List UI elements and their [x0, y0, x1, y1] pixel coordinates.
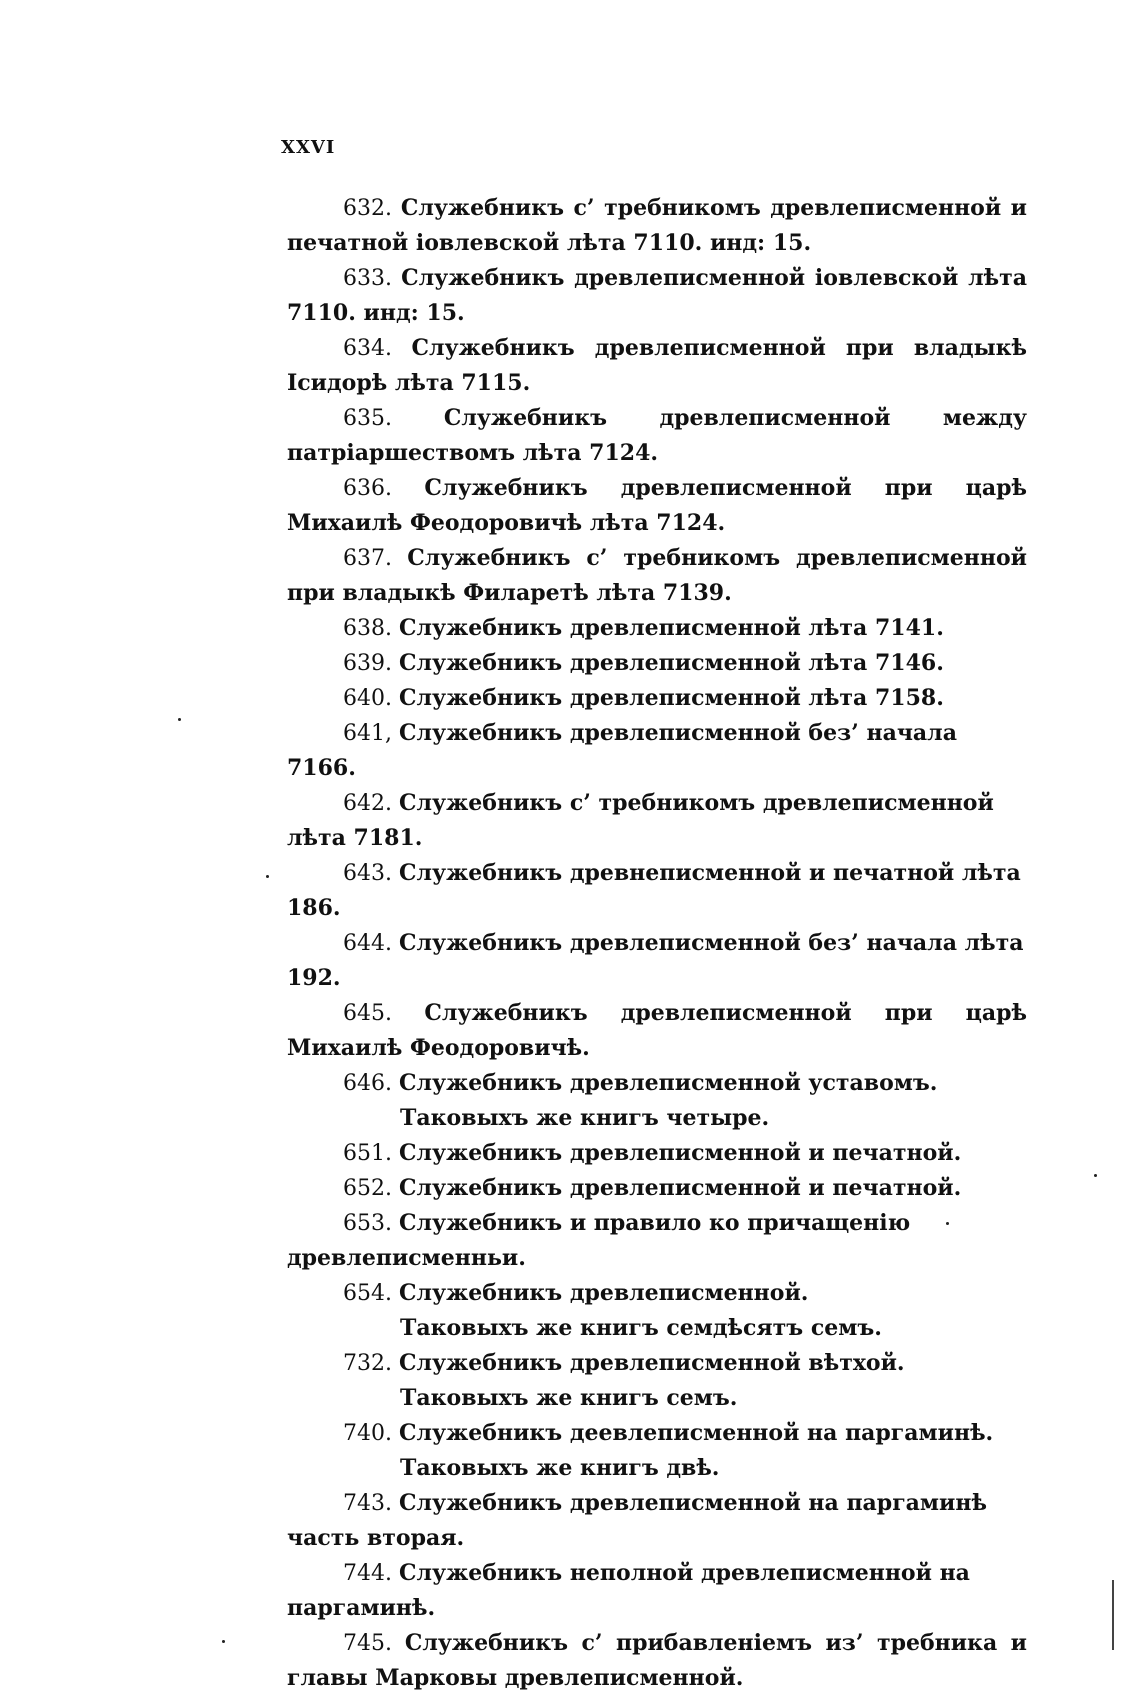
entry-text: Служебникъ древлеписменной при царѣ Михаилѣ Феодоровичѣ. — [287, 1000, 1027, 1061]
entry-number: 652. — [343, 1176, 392, 1201]
quantity-note-text: Таковыхъ же книгъ четыре. — [400, 1105, 770, 1131]
scan-speck — [266, 875, 269, 878]
catalog-entry — [287, 611, 1027, 646]
quantity-note-text: Таковыхъ же книгъ семъ. — [400, 1385, 738, 1411]
catalog-entry — [287, 1066, 1027, 1101]
entry-number: 639. — [343, 651, 392, 676]
catalog-entry — [287, 716, 1027, 786]
entry-text: Служебникъ с’ требникомъ древлеписменной и печатной іовлевской лѣта 7110. инд: 15. — [287, 195, 1027, 256]
catalog-entry — [287, 786, 1027, 856]
entry-text: Служебникъ с’ требникомъ древлеписменной при владыкѣ Филаретѣ лѣта 7139. — [287, 545, 1027, 606]
entry-number: 732. — [343, 1351, 392, 1376]
entry-text: Служебникъ древлеписменной без’ начала лѣта 192. — [287, 930, 1024, 991]
entry-text: Служебникъ древлеписменной. — [398, 1280, 809, 1306]
catalog-entry — [287, 1136, 1027, 1171]
entry-text: Служебникъ древлеписменной на паргаминѣ часть вторая. — [287, 1490, 987, 1551]
catalog-entry — [287, 1276, 1027, 1311]
entry-number: 632. — [343, 196, 392, 221]
entry-text: Служебникъ древлеписменной уставомъ. — [398, 1070, 938, 1096]
catalog-entry — [287, 1626, 1027, 1696]
entry-number: 651. — [343, 1141, 392, 1166]
catalog-entry — [287, 401, 1027, 471]
entry-text: Служебникъ с’ требникомъ древлеписменной лѣта 7181. — [287, 790, 994, 851]
entry-text: Служебникъ деевлеписменной на паргаминѣ. — [398, 1420, 994, 1446]
entry-text: Служебникъ древлеписменной лѣта 7141. — [398, 615, 944, 641]
catalog-entry — [287, 1556, 1027, 1626]
entry-number: 645. — [343, 1001, 392, 1026]
catalog-entry — [287, 1486, 1027, 1556]
entry-text: Служебникъ древлеписменной без’ начала 7166. — [287, 720, 957, 781]
catalog-entry — [287, 191, 1027, 261]
catalog-entry — [287, 471, 1027, 541]
entry-text: Служебникъ древлеписменной между патріаршествомъ лѣта 7124. — [287, 405, 1027, 466]
entry-text: Служебникъ древлеписменной лѣта 7146. — [398, 650, 944, 676]
entry-text: Служебникъ древнеписменной и печатной лѣта 186. — [287, 860, 1021, 921]
quantity-note — [287, 1381, 1027, 1416]
entry-number: 635. — [343, 406, 392, 431]
scan-speck — [1094, 1174, 1097, 1177]
entry-number: 644. — [343, 931, 392, 956]
catalog-entry — [287, 646, 1027, 681]
entry-number: 745. — [343, 1631, 392, 1656]
scan-speck — [946, 1222, 949, 1225]
scan-speck — [222, 1640, 225, 1643]
entry-text: Служебникъ и правило ко причащенію древлеписменньи. — [287, 1210, 911, 1271]
catalog-entry — [287, 681, 1027, 716]
entry-number: 744. — [343, 1561, 392, 1586]
entry-number: 646. — [343, 1071, 392, 1096]
catalog-entry — [287, 331, 1027, 401]
scan-edge-line — [1112, 1580, 1114, 1650]
quantity-note — [287, 1451, 1027, 1486]
catalog-entry — [287, 1416, 1027, 1451]
catalog-entry — [287, 856, 1027, 926]
entry-number: 653. — [343, 1211, 392, 1236]
quantity-note — [287, 1311, 1027, 1346]
entry-number: 633. — [343, 266, 392, 291]
quantity-note-text: Таковыхъ же книгъ двѣ. — [400, 1455, 720, 1481]
entry-text: Служебникъ древлеписменной и печатной. — [398, 1175, 962, 1201]
page-number: XXVI — [281, 137, 336, 158]
entry-number: 740. — [343, 1421, 392, 1446]
catalog-entry — [287, 1206, 1027, 1276]
entry-number: 634. — [343, 336, 392, 361]
entry-text: Служебникъ неполной древлеписменной на паргаминѣ. — [287, 1560, 970, 1621]
entry-number: 743. — [343, 1491, 392, 1516]
entry-number: 636. — [343, 476, 392, 501]
catalog-entry-list — [287, 191, 1027, 1696]
entry-text: Служебникъ древлеписменной при царѣ Михаилѣ Феодоровичѣ лѣта 7124. — [287, 475, 1027, 536]
catalog-entry — [287, 261, 1027, 331]
entry-text: Служебникъ древлеписменной вѣтхой. — [398, 1350, 905, 1376]
entry-text: Служебникъ древлеписменной при владыкѣ Ісидорѣ лѣта 7115. — [287, 335, 1027, 396]
entry-number: 637. — [343, 546, 392, 571]
catalog-entry — [287, 541, 1027, 611]
catalog-entry — [287, 926, 1027, 996]
entry-number: 641, — [343, 721, 392, 746]
entry-number: 640. — [343, 686, 392, 711]
entry-text: Служебникъ древлеписменной іовлевской лѣта 7110. инд: 15. — [287, 265, 1027, 326]
entry-text: Служебникъ древлеписменной лѣта 7158. — [398, 685, 944, 711]
scan-speck — [178, 718, 181, 721]
entry-number: 642. — [343, 791, 392, 816]
catalog-entry — [287, 996, 1027, 1066]
catalog-entry — [287, 1346, 1027, 1381]
quantity-note — [287, 1101, 1027, 1136]
entry-number: 643. — [343, 861, 392, 886]
entry-text: Служебникъ с’ прибавленіемъ из’ требника и главы Марковы древлеписменной. — [287, 1630, 1028, 1691]
catalog-entry — [287, 1171, 1027, 1206]
entry-number: 654. — [343, 1281, 392, 1306]
entry-number: 638. — [343, 616, 392, 641]
quantity-note-text: Таковыхъ же книгъ семдѣсятъ семъ. — [400, 1315, 882, 1341]
entry-text: Служебникъ древлеписменной и печатной. — [398, 1140, 962, 1166]
